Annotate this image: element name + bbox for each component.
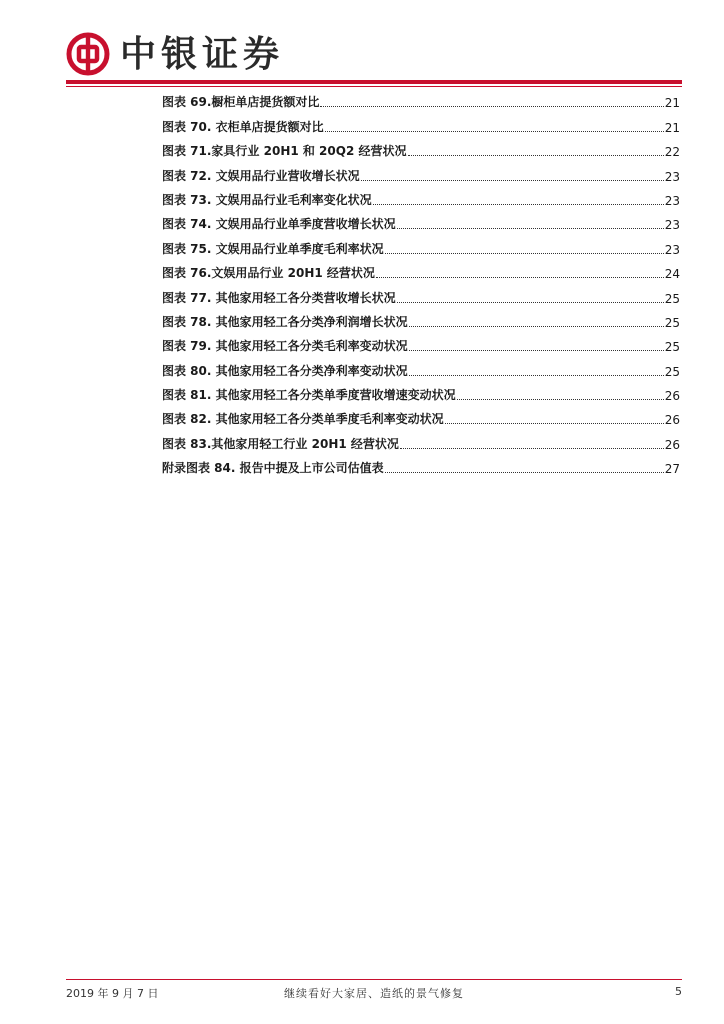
- toc-leader-dots: [400, 447, 664, 449]
- toc-entry-page: 21: [664, 120, 680, 135]
- toc-leader-dots: [445, 422, 664, 424]
- toc-entry-page: 26: [664, 437, 680, 452]
- toc-leader-dots: [409, 349, 664, 351]
- toc-entry-page: 25: [664, 340, 680, 355]
- toc-entry-label: 图表 80. 其他家用轻工各分类净利率变动状况: [162, 363, 408, 378]
- brand-logo: [66, 32, 284, 76]
- toc-entry-page: 21: [664, 96, 680, 111]
- toc-entry-page: 27: [664, 462, 680, 477]
- toc-entry[interactable]: [162, 405, 680, 429]
- page-header: [0, 0, 724, 86]
- page-footer: [66, 985, 682, 1003]
- toc-leader-dots: [397, 227, 664, 229]
- toc-leader-dots: [408, 154, 664, 156]
- toc-leader-dots: [373, 203, 664, 205]
- toc-leader-dots: [457, 398, 664, 400]
- toc-entry[interactable]: [162, 283, 680, 307]
- footer-report-title: 继续看好大家居、造纸的景气修复: [284, 987, 464, 1000]
- toc-entry[interactable]: [162, 210, 680, 234]
- toc-entry-label: 图表 78. 其他家用轻工各分类净利润增长状况: [162, 314, 408, 329]
- table-of-figures: [162, 88, 680, 478]
- toc-entry-page: 25: [664, 291, 680, 306]
- toc-entry-label: 附录图表 84. 报告中提及上市公司估值表: [162, 461, 384, 476]
- toc-leader-dots: [385, 471, 664, 473]
- toc-entry-label: 图表 76.文娱用品行业 20H1 经营状况: [162, 266, 375, 281]
- toc-leader-dots: [361, 179, 664, 181]
- toc-leader-dots: [325, 130, 664, 132]
- toc-entry[interactable]: [162, 429, 680, 453]
- toc-entry[interactable]: [162, 137, 680, 161]
- toc-entry-label: 图表 81. 其他家用轻工各分类单季度营收增速变动状况: [162, 388, 456, 403]
- toc-entry-page: 24: [664, 267, 680, 282]
- toc-entry[interactable]: [162, 161, 680, 185]
- toc-entry-label: 图表 72. 文娱用品行业营收增长状况: [162, 168, 360, 183]
- toc-entry[interactable]: [162, 308, 680, 332]
- toc-entry-page: 25: [664, 315, 680, 330]
- footer-rule: [66, 979, 682, 980]
- toc-leader-dots: [409, 325, 664, 327]
- toc-entry-label: 图表 75. 文娱用品行业单季度毛利率状况: [162, 241, 384, 256]
- bank-of-china-logo-icon: [66, 32, 110, 76]
- toc-entry-page: 23: [664, 242, 680, 257]
- brand-name: 中银证券: [120, 33, 285, 75]
- toc-entry-label: 图表 77. 其他家用轻工各分类营收增长状况: [162, 290, 396, 305]
- toc-entry[interactable]: [162, 186, 680, 210]
- toc-entry[interactable]: [162, 259, 680, 283]
- toc-entry[interactable]: [162, 356, 680, 380]
- header-rule-thin: [66, 86, 682, 87]
- toc-entry-page: 25: [664, 364, 680, 379]
- toc-leader-dots: [409, 374, 664, 376]
- header-rule: [66, 80, 682, 84]
- footer-page-number: 5: [675, 985, 682, 998]
- toc-entry-label: 图表 74. 文娱用品行业单季度营收增长状况: [162, 217, 396, 232]
- toc-leader-dots: [320, 105, 663, 107]
- toc-entry-label: 图表 69.橱柜单店提货额对比: [162, 95, 320, 110]
- toc-entry[interactable]: [162, 88, 680, 112]
- footer-date: 2019 年 9 月 7 日: [66, 987, 159, 1000]
- toc-entry-page: 23: [664, 193, 680, 208]
- toc-entry[interactable]: [162, 112, 680, 136]
- toc-entry[interactable]: [162, 381, 680, 405]
- toc-entry-label: 图表 71.家具行业 20H1 和 20Q2 经营状况: [162, 144, 407, 159]
- toc-entry-label: 图表 73. 文娱用品行业毛利率变化状况: [162, 192, 372, 207]
- toc-entry-label: 图表 70. 衣柜单店提货额对比: [162, 119, 324, 134]
- toc-entry[interactable]: [162, 234, 680, 258]
- toc-entry-page: 23: [664, 218, 680, 233]
- toc-leader-dots: [376, 276, 664, 278]
- toc-leader-dots: [397, 301, 664, 303]
- toc-entry-label: 图表 82. 其他家用轻工各分类单季度毛利率变动状况: [162, 412, 444, 427]
- toc-entry-page: 22: [664, 145, 680, 160]
- toc-entry[interactable]: [162, 454, 680, 478]
- toc-leader-dots: [385, 252, 664, 254]
- toc-entry[interactable]: [162, 332, 680, 356]
- toc-entry-label: 图表 83.其他家用轻工行业 20H1 经营状况: [162, 436, 399, 451]
- toc-entry-page: 23: [664, 169, 680, 184]
- toc-entry-page: 26: [664, 413, 680, 428]
- toc-entry-page: 26: [664, 389, 680, 404]
- toc-entry-label: 图表 79. 其他家用轻工各分类毛利率变动状况: [162, 339, 408, 354]
